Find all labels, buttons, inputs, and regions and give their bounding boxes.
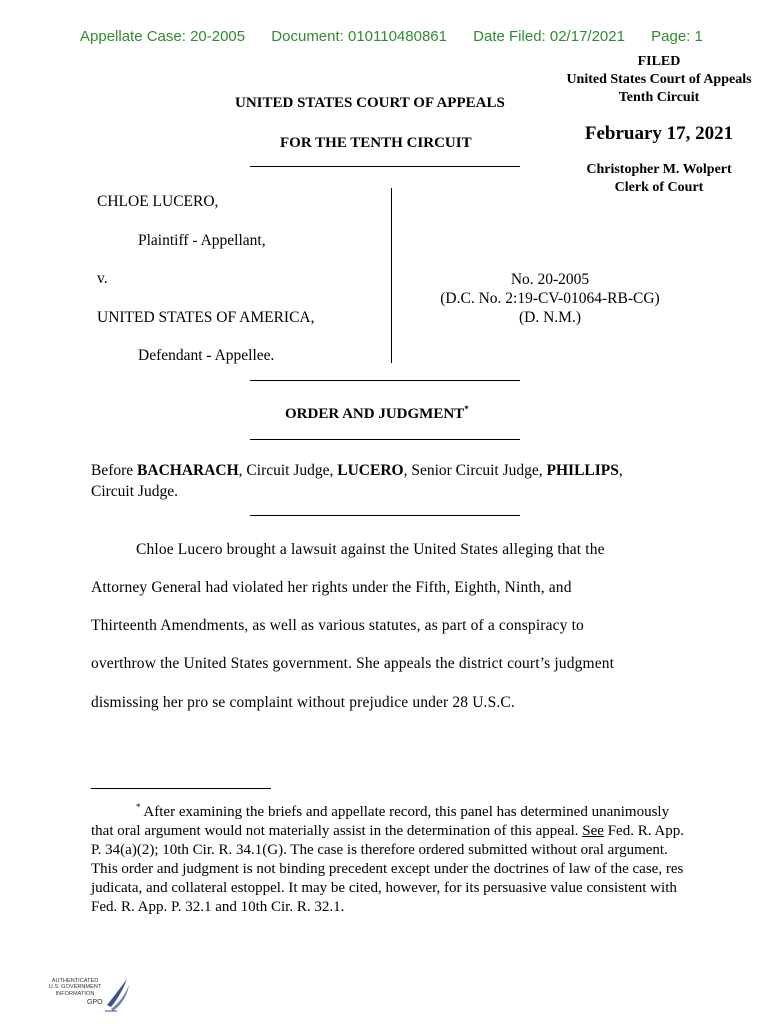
body-line: Thirteenth Amendments, as well as various statutes, as part of a conspiracy to: [91, 617, 584, 634]
clerk-name: Christopher M. Wolpert: [586, 162, 732, 177]
court-title-line2: FOR THE TENTH CIRCUIT: [280, 135, 472, 151]
versus-label: v.: [97, 270, 108, 287]
plaintiff-role: Plaintiff - Appellant,: [138, 232, 266, 249]
defendant-role: Defendant - Appellee.: [138, 347, 275, 364]
divider-rule: [250, 515, 520, 516]
filed-label: FILED: [637, 54, 681, 69]
judge3-title-a: ,: [618, 462, 623, 479]
filed-stamp: [548, 53, 770, 197]
divider-rule: [250, 439, 520, 440]
header-document: Document: 010110480861: [271, 28, 447, 45]
body-line: overthrow the United States government. She appeals the district court’s judgment: [91, 655, 615, 672]
district-case-number: (D.C. No. 2:19-CV-01064-RB-CG): [440, 290, 660, 307]
panel-line-2: Circuit Judge.: [91, 483, 178, 500]
filed-date: February 17, 2021: [584, 123, 734, 144]
panel-line: [91, 462, 623, 480]
divider-rule: [250, 166, 520, 167]
panel-before: Before: [91, 462, 138, 479]
defendant-name: UNITED STATES OF AMERICA,: [97, 309, 315, 326]
district-name: (D. N.M.): [519, 309, 581, 326]
footnote: [91, 798, 691, 917]
footnote-rule: [91, 788, 271, 789]
divider-rule: [250, 380, 520, 381]
header-date-filed: Date Filed: 02/17/2021: [473, 28, 625, 45]
gpo-line1: AUTHENTICATED: [51, 978, 99, 984]
caption-divider: [391, 188, 392, 363]
case-number-block: [415, 270, 685, 327]
gpo-eagle-icon: [45, 975, 135, 1015]
footnote-marker: *: [136, 802, 141, 812]
judge2-title: , Senior Circuit Judge,: [403, 462, 547, 479]
gpo-seal: [45, 975, 135, 1015]
gpo-line3: INFORMATION: [55, 990, 95, 997]
header-case: Appellate Case: 20-2005: [80, 28, 246, 45]
footnote-text-b: Fed. R. App. P. 34(a)(2); 10th Cir. R. 34.1(G). The case is therefore ordered submitted without oral argument. This order and judgment is not binding precedent except under the doctrines of law of the case, res judicata, and collateral estoppel. It may be cited, however, for its persuasive value consistent with Fed. R. App. P. 32.1 and 10th Cir. R. 32.1.: [91, 823, 684, 915]
gpo-line2: U.S. GOVERNMENT: [48, 984, 102, 991]
plaintiff-name: CHLOE LUCERO,: [97, 193, 219, 210]
court-title-line1: UNITED STATES COURT OF APPEALS: [235, 95, 505, 111]
body-line: Chloe Lucero brought a lawsuit against the United States alleging that the: [136, 541, 605, 558]
body-line: Attorney General had violated her rights under the Fifth, Eighth, Ninth, and: [91, 579, 572, 596]
filed-circuit: Tenth Circuit: [618, 90, 700, 105]
document-header: [80, 28, 703, 45]
header-page: Page: 1: [651, 28, 703, 45]
judge1-title: , Circuit Judge,: [238, 462, 338, 479]
order-title: [285, 404, 469, 423]
order-title-text: ORDER AND JUDGMENT: [285, 406, 465, 422]
body-line: dismissing her pro se complaint without prejudice under 28 U.S.C.: [91, 694, 515, 711]
judge-phillips: PHILLIPS: [546, 462, 619, 479]
order-title-marker: *: [464, 404, 469, 414]
judge-bacharach: BACHARACH: [137, 462, 239, 479]
footnote-see: See: [582, 823, 604, 839]
judge-lucero: LUCERO: [337, 462, 404, 479]
clerk-title: Clerk of Court: [614, 180, 704, 195]
filed-court: United States Court of Appeals: [566, 72, 752, 87]
case-number: No. 20-2005: [510, 271, 590, 288]
gpo-mark: GPO: [87, 999, 103, 1006]
footnote-text-a: After examining the briefs and appellate record, this panel has determined unanimously that oral argument would not materially assist in the determination of this appeal.: [91, 804, 670, 839]
